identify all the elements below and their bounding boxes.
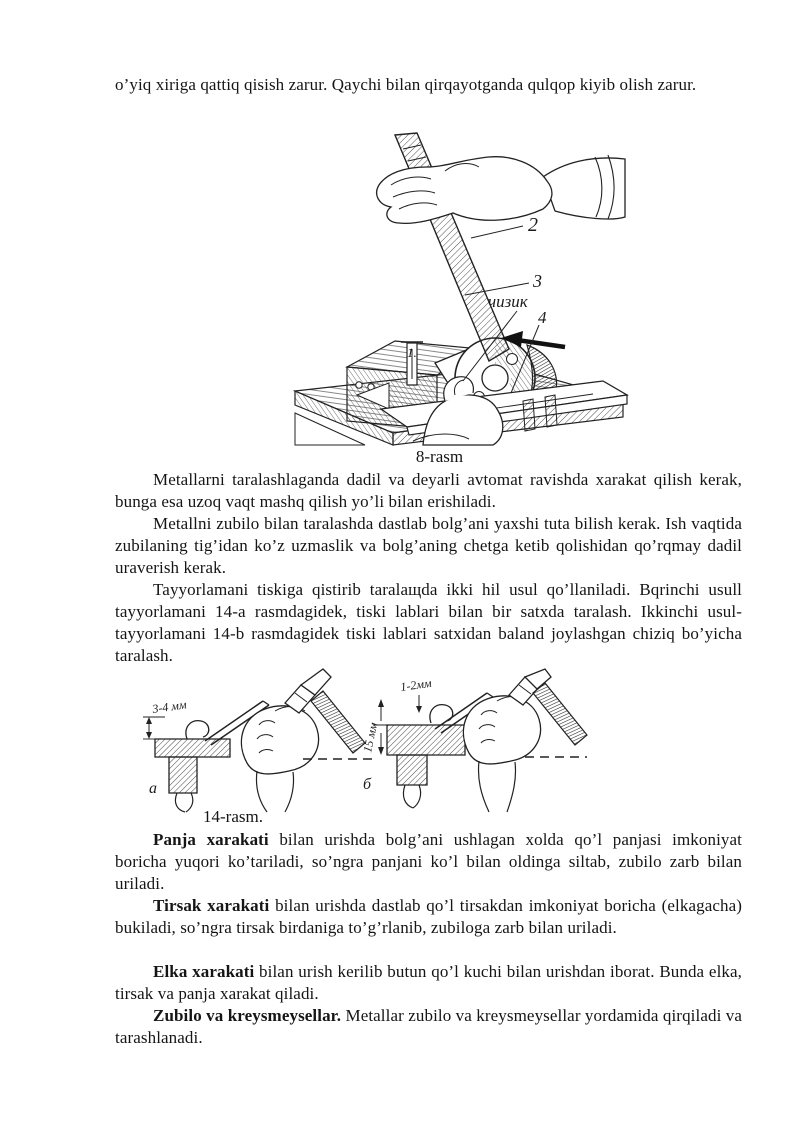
variant-b-sketch [360, 669, 587, 812]
figure14-dim-b2: 15 мм [360, 721, 381, 754]
variant-a-sketch [143, 669, 373, 812]
figure8-label-sheet: 4 [538, 308, 547, 327]
figure-14 [135, 667, 595, 812]
bench-shear-illustration [295, 133, 625, 445]
chisel-hammer-illustration [135, 667, 595, 812]
paragraph-elka-text: bilan urish kerilib butun qo’l kuchi bilan urishdan iborat. Bunda elka, tirsak va panja xarakat qiladi. [115, 962, 742, 1003]
paragraph-tirsak [115, 895, 742, 939]
paragraph-metallni: Metallni zubilo bilan taralashda dastlab bolg’ani yaxshi tuta bilish kerak. Ish vaqtida zubilaning tig’idan ko’z uzmaslik va bolg’aning chetga ketib qolishidan qo’rqmay dadil uraverish kerak. [115, 514, 742, 577]
figure14-dim-b1: 1-2мм [399, 675, 433, 694]
figure8-label-chizik: чизик [488, 292, 528, 311]
paragraph-metallarni: Metallarni taralashlaganda dadil va deyarli avtomat ravishda xarakat qilish kerak, bunga esa uzoq vaqt mashq qilish yo’li bilan erishiladi. [115, 470, 742, 511]
figure14-label-a: а [149, 780, 157, 797]
paragraph-tayyorlamani: Tayyorlamani tiskiga qistirib taralaщda ikki hil usul qo’llaniladi. Bqrinchi usull tayyorlamani 14-a rasmdagidek, tiski lablari bilan bir satxda taralash. Ikkinchi usul-tayyorlamani 14-b rasmdagidek tiski lablari satxidan baland joylashgan chiziq bo’yicha taralash. [115, 580, 742, 665]
figure8-label-handle: 2 [528, 214, 538, 236]
figure8-label-blade: 3 [533, 271, 542, 291]
figure-8-caption: 8-rasm [415, 447, 464, 466]
paragraph-zubilo-text: Metallar zubilo va kreysmeysellar yordamida qirqiladi va tarashlanadi. [115, 1006, 742, 1047]
figure-14-caption: 14-rasm. [203, 807, 263, 826]
paragraph-panja-lead: Panja xarakati [153, 830, 269, 849]
figure8-label-hand: 1. [407, 345, 417, 360]
paragraph-tirsak-text: bilan urishda dastlab qo’l tirsakdan imkoniyat boricha (elkagacha) bukiladi, so’ngra tirsak birdaniga to’g’rlanib, zubiloga zarb bilan uriladi. [115, 896, 742, 937]
paragraph-panja-text: bilan urishda bolg’ani ushlagan xolda qo’l panjasi imkoniyat boricha yuqori ko’tariladi, so’ngra panjani ko’l bilan oldinga siltab, zubilo zarb bilan uriladi. [115, 830, 742, 893]
paragraph-zubilo-lead: Zubilo va kreysmeysellar. [153, 1006, 342, 1025]
paragraph-elka [115, 961, 742, 1005]
paragraph-panja [115, 829, 742, 895]
intro-paragraph: o’yiq xiriga qattiq qisish zarur. Qaychi bilan qirqayotganda qulqop kiyib olish zarur. [115, 75, 697, 94]
figure-8 [295, 133, 625, 445]
figure14-label-b: б [363, 776, 372, 793]
figure14-dim-a: 3-4 мм [151, 697, 188, 716]
paragraph-zubilo [115, 1005, 742, 1049]
paragraph-tirsak-lead: Tirsak xarakati [153, 896, 270, 915]
paragraph-elka-lead: Elka xarakati [153, 962, 255, 981]
